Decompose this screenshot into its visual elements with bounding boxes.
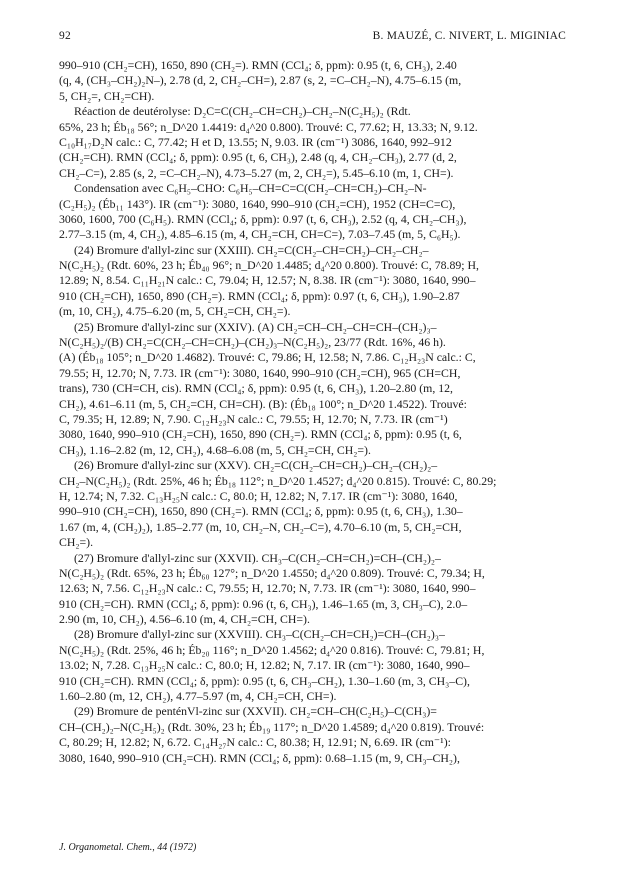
text-line: CH–(CH₂)₂–N(C₂H₅)₂ (Rdt. 30%, 23 h; Éb₁₉ 117°; n_D^20 1.4589; d₄^20 0.819). Trouvé: bbox=[59, 719, 485, 734]
text-line: (m, 10, CH₂), 4.75–6.20 (m, 5, CH₂=CH, CH₂=). bbox=[59, 304, 291, 319]
page-number: 92 bbox=[59, 30, 71, 42]
text-line: 990–910 (CH₂=CH), 1650, 890 (CH₂=). RMN (CCl₄; δ, ppm): 0.95 (t, 6, CH₃), 1.30– bbox=[59, 504, 463, 519]
text-line: H, 12.74; N, 7.32. C₁₃H₂₅N calc.: C, 80.0; H, 12.82; N, 7.17. IR (cm⁻¹): 3080, 1640, bbox=[59, 488, 458, 503]
text-line: 12.63; N, 7.56. C₁₂H₂₃N calc.: C, 79.55; H, 12.70; N, 7.73. IR (cm⁻¹): 3080, 1640, 990– bbox=[59, 581, 476, 596]
page-header bbox=[59, 30, 566, 46]
text-line: 1.67 (m, 4, (CH₂)₂), 1.85–2.77 (m, 10, CH₂–N, CH₂–C=), 4.70–6.10 (m, 5, CH₂=CH, bbox=[59, 519, 462, 534]
journal-citation-footer: J. Organometal. Chem., 44 (1972) bbox=[59, 842, 197, 853]
text-line: 3080, 1640, 990–910 (CH₂=CH), 1650, 890 (CH₂=). RMN (CCl₄; δ, ppm): 0.95 (t, 6, bbox=[59, 427, 462, 442]
text-line: 12.89; N, 8.54. C₁₁H₂₁N calc.: C, 79.04; H, 12.57; N, 8.38. IR (cm⁻¹): 3080, 1640, 990– bbox=[59, 273, 476, 288]
body-text bbox=[59, 58, 565, 766]
paragraph-start-line: Réaction de deutérolyse: D₂C=C(CH₂–CH=CH₂)–CH₂–N(C₂H₅)₂ (Rdt. bbox=[74, 104, 411, 119]
text-line: CH₂–N(C₂H₅)₂ (Rdt. 25%, 46 h; Éb₁₈ 112°; n_D^20 1.4527; d₄^20 0.815). Trouvé: C, 80.29; bbox=[59, 473, 497, 488]
text-line: C, 80.29; H, 12.82; N, 6.72. C₁₄H₂₇N calc.: C, 80.38; H, 12.91; N, 6.69. IR (cm⁻¹): bbox=[59, 735, 451, 750]
text-line: CH₂–C=), 2.85 (s, 2, =C–CH₂–N), 4.73–5.27 (m, 2, CH₂=), 5.45–6.10 (m, 1, CH=). bbox=[59, 165, 454, 180]
text-line: 79.55; H, 12.70; N, 7.73. IR (cm⁻¹): 3080, 1640, 990–910 (CH₂=CH), 965 (CH=CH, bbox=[59, 365, 461, 380]
text-line: 910 (CH₂=CH). RMN (CCl₄; δ, ppm): 0.95 (t, 6, CH₃–CH₂), 1.30–1.60 (m, 3, CH₃–C), bbox=[59, 673, 470, 688]
text-line: CH₂=). bbox=[59, 535, 94, 550]
text-line: (A) (Éb₁₈ 105°; n_D^20 1.4682). Trouvé: C, 79.86; H, 12.58; N, 7.86. C₁₂H₂₃N calc.: C, bbox=[59, 350, 476, 365]
text-line: N(C₂H₅)₂ (Rdt. 65%, 23 h; Éb₆₀ 127°; n_D^20 1.4550; d₄^20 0.809). Trouvé: C, 79.34; H, bbox=[59, 565, 485, 580]
text-line: 5, CH₂=, CH₂=CH). bbox=[59, 88, 155, 103]
paragraph-start-line: (29) Bromure de penténVl-zinc sur (XXVII). CH₂=CH–CH(C₂H₅)–C(CH₃)= bbox=[74, 704, 437, 719]
text-line: 990–910 (CH₂=CH), 1650, 890 (CH₂=). RMN (CCl₄; δ, ppm): 0.95 (t, 6, CH₃), 2.40 bbox=[59, 58, 457, 72]
text-line: C, 79.35; H, 12.89; N, 7.90. C₁₂H₂₃N calc.: C, 79.55; H, 12.70; N, 7.73. IR (cm⁻¹) bbox=[59, 411, 448, 426]
running-head: B. MAUZÉ, C. NIVERT, L. MIGINIAC bbox=[372, 30, 566, 42]
text-line: 65%, 23 h; Éb₁₈ 56°; n_D^20 1.4419: d₄^20 0.800). Trouvé: C, 77.62; H, 13.33; N, 9.12. bbox=[59, 119, 478, 134]
text-line: CH₂), 4.61–6.11 (m, 5, CH₂=CH, CH=CH). (B): (Éb₁₈ 100°; n_D^20 1.4522). Trouvé: bbox=[59, 396, 467, 411]
text-line: (q, 4, (CH₃–CH₂)₂N–), 2.78 (d, 2, CH₂–CH=), 2.87 (s, 2, =C–CH₂–N), 4.75–6.15 (m, bbox=[59, 73, 462, 88]
text-line: 3080, 1640, 990–910 (CH₂=CH). RMN (CCl₄; δ, ppm): 0.68–1.15 (m, 9, CH₃–CH₂), bbox=[59, 750, 460, 765]
text-line: N(C₂H₅)₂/(B) CH₂=C(CH₂–CH=CH₂)–(CH₂)₃–N(C₂H₅)₂, 23/77 (Rdt. 16%, 46 h). bbox=[59, 335, 446, 350]
text-line: (CH₂=CH). RMN (CCl₄; δ, ppm): 0.95 (t, 6, CH₃), 2.48 (q, 4, CH₂–CH₃), 2.77 (d, 2, bbox=[59, 150, 457, 165]
paragraph-start-line: Condensation avec C₆H₅–CHO: C₆H₅–CH=C=C(CH₂–CH=CH₂)–CH₂–N- bbox=[74, 181, 427, 196]
text-line: (C₂H₅)₂ (Éb₁₁ 143°). IR (cm⁻¹): 3080, 1640, 990–910 (CH₂=CH), 1952 (CH=C=C), bbox=[59, 196, 456, 211]
text-line: 13.02; N, 7.28. C₁₃H₂₅N calc.: C, 80.0; H, 12.82; N, 7.17. IR (cm⁻¹): 3080, 1640, 990– bbox=[59, 658, 470, 673]
paragraph-start-line: (27) Bromure d'allyl-zinc sur (XXVII). CH₃–C(CH₂–CH=CH₂)=CH–(CH₂)₂– bbox=[74, 550, 441, 565]
paragraph-start-line: (28) Bromure d'allyl-zinc sur (XXVIII). CH₃–C(CH₂–CH=CH₂)=CH–(CH₂)₃– bbox=[74, 627, 445, 642]
text-line: 3060, 1600, 700 (C₆H₅). RMN (CCl₄; δ, ppm): 0.97 (t, 6, CH₃), 2.52 (q, 4, CH₂–CH₃), bbox=[59, 211, 467, 226]
text-line: trans), 730 (CH=CH, cis). RMN (CCl₄; δ, ppm): 0.95 (t, 6, CH₃), 1.20–2.80 (m, 12, bbox=[59, 381, 453, 396]
text-line: 910 (CH₂=CH). RMN (CCl₄; δ, ppm): 0.96 (t, 6, CH₃), 1.46–1.65 (m, 3, CH₃–C), 2.0– bbox=[59, 596, 468, 611]
text-line: 2.90 (m, 10, CH₂), 4.56–6.10 (m, 4, CH₂=CH, CH=). bbox=[59, 612, 310, 627]
text-line: 1.60–2.80 (m, 12, CH₂), 4.77–5.97 (m, 4, CH₂=CH, CH=). bbox=[59, 689, 337, 704]
paragraph-start-line: (26) Bromure d'allyl-zinc sur (XXV). CH₂=C(CH₂–CH=CH₂)–CH₂–(CH₂)₂– bbox=[74, 458, 438, 473]
text-line: 910 (CH₂=CH), 1650, 890 (CH₂=). RMN (CCl₄; δ, ppm): 0.97 (t, 6, CH₃), 1.90–2.87 bbox=[59, 288, 460, 303]
text-line: C₁₀H₁₇D₂N calc.: C, 77.42; H et D, 13.55; N, 9.03. IR (cm⁻¹) 3086, 1640, 992–912 bbox=[59, 134, 452, 149]
text-line: N(C₂H₅)₂ (Rdt. 60%, 23 h; Éb₄₀ 96°; n_D^20 1.4485; d₄^20 0.800). Trouvé: C, 78.89; H, bbox=[59, 258, 479, 273]
text-line: 2.77–3.15 (m, 4, CH₂), 4.85–6.15 (m, 4, CH₂=CH, CH=C=), 7.03–7.45 (m, 5, C₆H₅). bbox=[59, 227, 461, 242]
text-line: CH₃), 1.16–2.82 (m, 12, CH₂), 4.68–6.08 (m, 5, CH₂=CH, CH₂=). bbox=[59, 442, 371, 457]
text-line: N(C₂H₅)₂ (Rdt. 25%, 46 h; Éb₂₀ 116°; n_D^20 1.4562; d₄^20 0.816). Trouvé: C, 79.81; H, bbox=[59, 642, 485, 657]
paragraph-start-line: (25) Bromure d'allyl-zinc sur (XXIV). (A) CH₂=CH–CH₂–CH=CH–(CH₂)₃– bbox=[74, 319, 437, 334]
paragraph-start-line: (24) Bromure d'allyl-zinc sur (XXIII). CH₂=C(CH₂–CH=CH₂)–CH₂–CH₂– bbox=[74, 242, 429, 257]
